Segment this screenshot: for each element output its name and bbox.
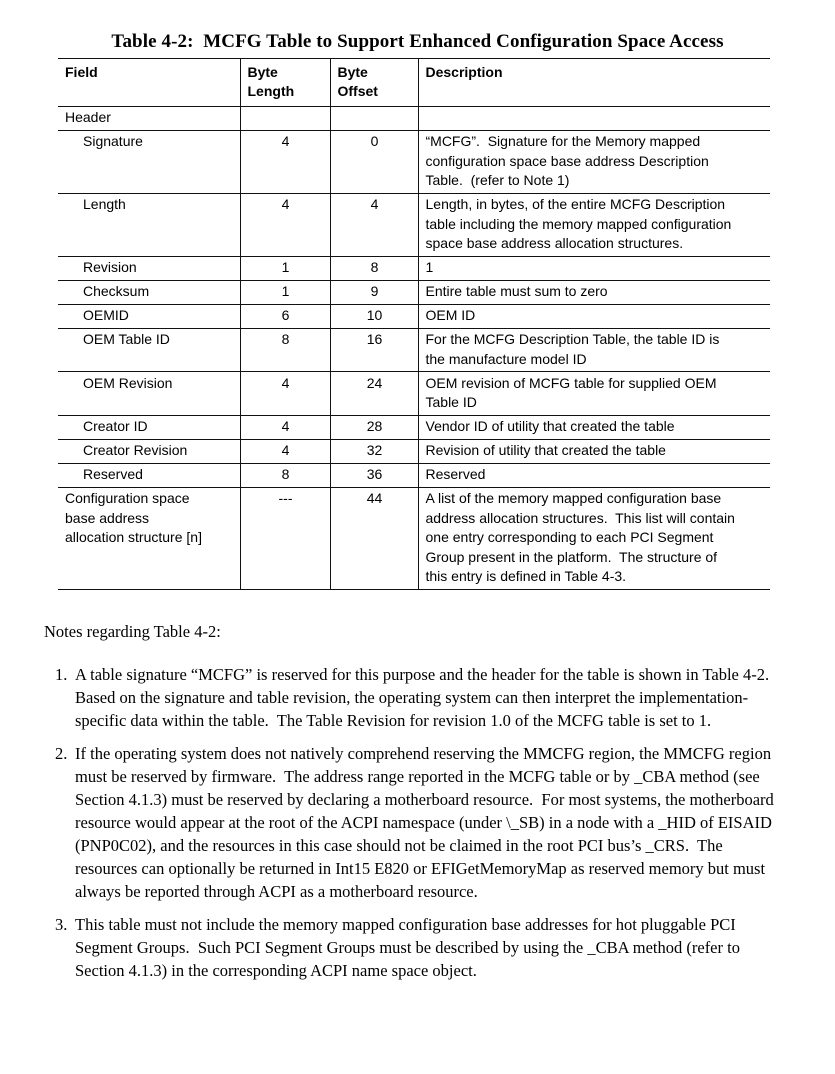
cell-byte-offset: 24 [330,372,418,416]
table-row [58,328,770,372]
cell-field: Checksum [58,280,240,304]
cell-description: “MCFG”. Signature for the Memory mapped configuration space base address Description Table. (refer to Note 1) [418,130,770,193]
cell-field: OEMID [58,304,240,328]
table-row [58,372,770,416]
column-header-byte-length: Byte Length [240,59,330,107]
cell-byte-length: 6 [240,304,330,328]
table-row [58,193,770,256]
note-number: 1. [55,664,68,684]
table-row [58,487,770,589]
cell-field: Creator ID [58,415,240,439]
cell-field: Configuration space base address allocation structure [n] [58,487,240,589]
cell-byte-offset: 4 [330,193,418,256]
note-item [55,742,781,903]
table-row [58,106,770,130]
cell-byte-offset: 10 [330,304,418,328]
cell-byte-length: 4 [240,193,330,256]
cell-byte-offset: 16 [330,328,418,372]
cell-description: Revision of utility that created the table [418,439,770,463]
table-row [58,439,770,463]
cell-byte-offset: 9 [330,280,418,304]
cell-byte-length: 8 [240,463,330,487]
cell-description: A list of the memory mapped configuration base address allocation structures. This list will contain one entry corresponding to each PCI Segment Group present in the platform. The structure of this entry is defined in Table 4-3. [418,487,770,589]
note-text: A table signature “MCFG” is reserved for this purpose and the header for the table is shown in Table 4-2. Based on the signature and table revision, the operating system can then interpret the implementation-specific data within the table. The Table Revision for revision 1.0 of the MCFG table is set to 1. [75,664,778,730]
cell-description [418,106,770,130]
cell-byte-length: 4 [240,415,330,439]
table-caption: Table 4-2: MCFG Table to Support Enhanced Configuration Space Access [111,31,724,52]
cell-field: Creator Revision [58,439,240,463]
cell-description: Reserved [418,463,770,487]
cell-field: Reserved [58,463,240,487]
notes-heading: Notes regarding Table 4-2: [44,621,221,641]
table-row [58,280,770,304]
document-page [0,31,835,1074]
cell-byte-length: 4 [240,130,330,193]
cell-byte-length: 4 [240,439,330,463]
table-row [58,463,770,487]
cell-byte-offset: 0 [330,130,418,193]
cell-byte-length: 8 [240,328,330,372]
cell-byte-offset: 36 [330,463,418,487]
note-text: This table must not include the memory mapped configuration base addresses for hot pluggable PCI Segment Groups. Such PCI Segment Groups must be described by using the _CBA method (refer to Section 4.1.3) in the corresponding ACPI name space object. [75,914,745,980]
table-header-row [58,59,770,107]
cell-description: Entire table must sum to zero [418,280,770,304]
column-header-field: Field [58,59,240,107]
cell-description: OEM ID [418,304,770,328]
note-item [55,663,781,732]
cell-field: OEM Revision [58,372,240,416]
cell-field: Length [58,193,240,256]
cell-byte-offset [330,106,418,130]
cell-byte-offset: 28 [330,415,418,439]
cell-byte-length: 1 [240,280,330,304]
table-body [58,106,770,589]
table-row [58,415,770,439]
column-header-byte-offset: Byte Offset [330,59,418,107]
cell-description: Vendor ID of utility that created the table [418,415,770,439]
cell-field: Signature [58,130,240,193]
cell-byte-offset: 44 [330,487,418,589]
note-text: If the operating system does not natively comprehend reserving the MMCFG region, the MMCFG region must be reserved by firmware. The address range reported in the MCFG table or by _CBA method (see Section 4.1.3) must be reserved by declaring a motherboard resource. For most systems, the motherboard resource would appear at the root of the ACPI namespace (under \_SB) in a node with a _HID of EISAID (PNP0C02), and the resources in this case should not be claimed in the root PCI bus’s _CRS. The resources can optionally be returned in Int15 E820 or EFIGetMemoryMap as reserved memory but must always be reported through ACPI as a motherboard resource. [75,743,778,901]
cell-byte-length: 4 [240,372,330,416]
cell-byte-length [240,106,330,130]
table-row [58,304,770,328]
cell-description: For the MCFG Description Table, the table ID is the manufacture model ID [418,328,770,372]
cell-field: Revision [58,256,240,280]
table-row [58,130,770,193]
column-header-description: Description [418,59,770,107]
cell-description: 1 [418,256,770,280]
cell-description: Length, in bytes, of the entire MCFG Description table including the memory mapped configuration space base address allocation structures. [418,193,770,256]
note-number: 2. [55,743,68,763]
cell-description: OEM revision of MCFG table for supplied OEM Table ID [418,372,770,416]
note-number: 3. [55,914,68,934]
cell-byte-offset: 8 [330,256,418,280]
cell-byte-length: --- [240,487,330,589]
cell-byte-length: 1 [240,256,330,280]
mcfg-table [58,58,770,590]
table-row [58,256,770,280]
cell-field: Header [58,106,240,130]
note-item [55,913,781,982]
cell-field: OEM Table ID [58,328,240,372]
cell-byte-offset: 32 [330,439,418,463]
notes-list [55,663,781,982]
